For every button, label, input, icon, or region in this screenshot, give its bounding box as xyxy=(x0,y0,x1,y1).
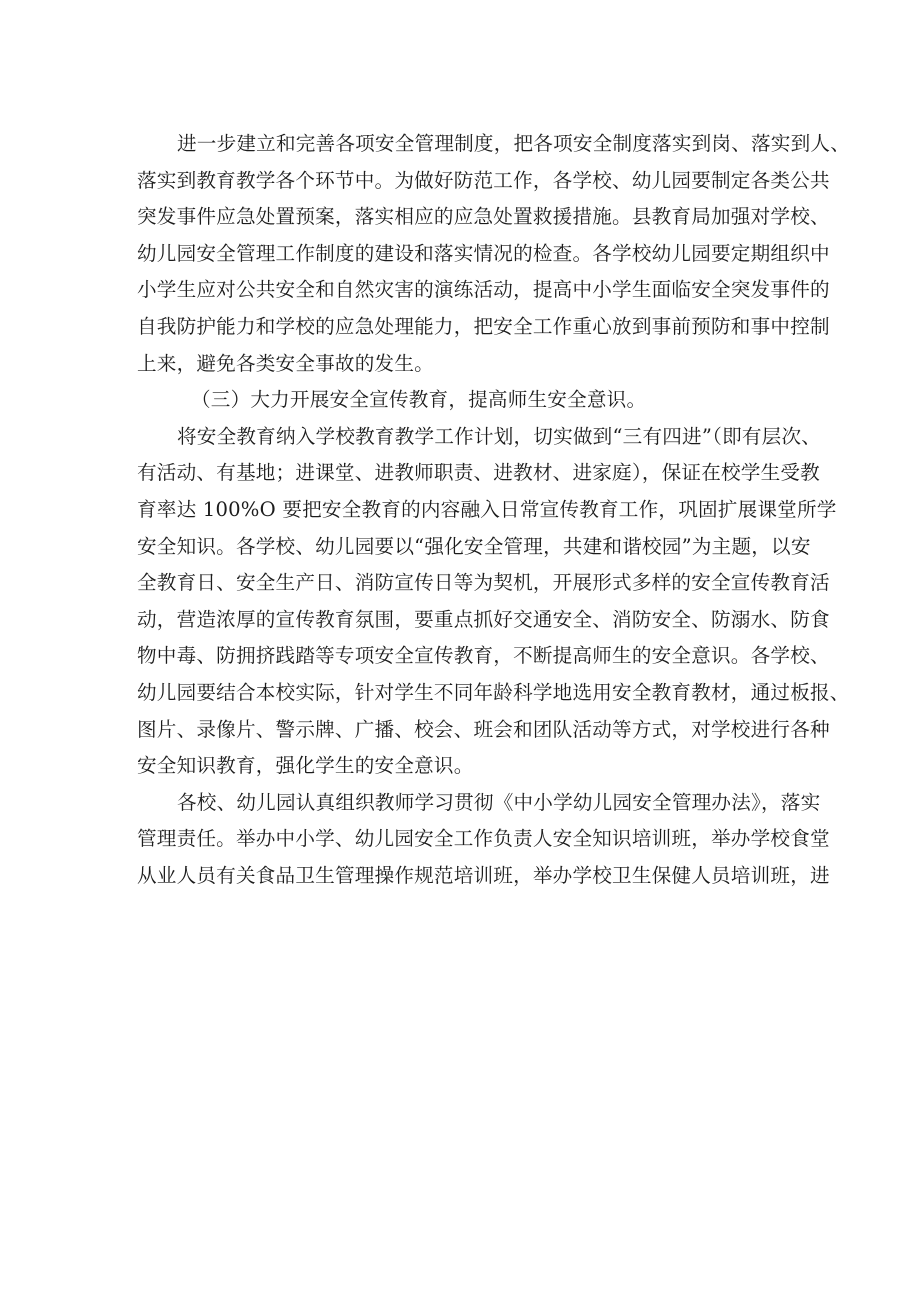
document-body xyxy=(137,126,850,894)
paragraph-line: 有活动、有基地；进课堂、进教师职责、进教材、进家庭），保证在校学生受教 xyxy=(137,461,820,485)
paragraph-line: 幼儿园安全管理工作制度的建设和落实情况的检查。各学校幼儿园要定期组织中 xyxy=(137,241,830,265)
paragraph-line: 小学生应对公共安全和自然灾害的演练活动，提高中小学生面临安全突发事件的 xyxy=(137,278,830,302)
paragraph-line: 全教育日、安全生产日、消防宣传日等为契机，开展形式多样的安全宣传教育活 xyxy=(137,571,830,595)
section-heading: （三）大力开展安全宣传教育，提高师生安全意识。 xyxy=(191,388,647,412)
paragraph-line: 安全知识教育，强化学生的安全意识。 xyxy=(137,754,474,778)
paragraph-line: 幼儿园要结合本校实际，针对学生不同年龄科学地选用安全教育教材，通过板报、 xyxy=(137,680,850,704)
paragraph-line: 管理责任。举办中小学、幼儿园安全工作负责人安全知识培训班，举办学校食堂 xyxy=(137,827,830,851)
paragraph-line: 动，营造浓厚的宣传教育氛围，要重点抓好交通安全、消防安全、防溺水、防食 xyxy=(137,607,830,631)
paragraph-line: 自我防护能力和学校的应急处理能力，把安全工作重心放到事前预防和事中控制 xyxy=(137,314,830,338)
paragraph-line: 突发事件应急处置预案，落实相应的应急处置救援措施。县教育局加强对学校、 xyxy=(137,205,830,229)
paragraph-line: 从业人员有关食品卫生管理操作规范培训班，举办学校卫生保健人员培训班，进 xyxy=(137,863,830,887)
paragraph-line: 物中毒、防拥挤践踏等专项安全宣传教育，不断提高师生的安全意识。各学校、 xyxy=(137,644,830,668)
paragraph-line: 各校、幼儿园认真组织教师学习贯彻《中小学幼儿园安全管理办法》，落实 xyxy=(177,790,821,814)
paragraph-line: 图片、录像片、警示牌、广播、校会、班会和团队活动等方式，对学校进行各种 xyxy=(137,717,830,741)
paragraph-line: 安全知识。各学校、幼儿园要以“强化安全管理，共建和谐校园”为主题，以安 xyxy=(137,534,811,558)
paragraph-line: 育率达 100%O 要把安全教育的内容融入日常宣传教育工作，巩固扩展课堂所学 xyxy=(137,497,837,521)
paragraph-line: 将安全教育纳入学校教育教学工作计划，切实做到“三有四进”（即有层次、 xyxy=(177,424,822,448)
paragraph-line: 落实到教育教学各个环节中。为做好防范工作，各学校、幼儿园要制定各类公共 xyxy=(137,168,830,192)
paragraph-line: 上来，避免各类安全事故的发生。 xyxy=(137,351,434,375)
paragraph-line: 进一步建立和完善各项安全管理制度，把各项安全制度落实到岗、落实到人、 xyxy=(177,132,850,155)
